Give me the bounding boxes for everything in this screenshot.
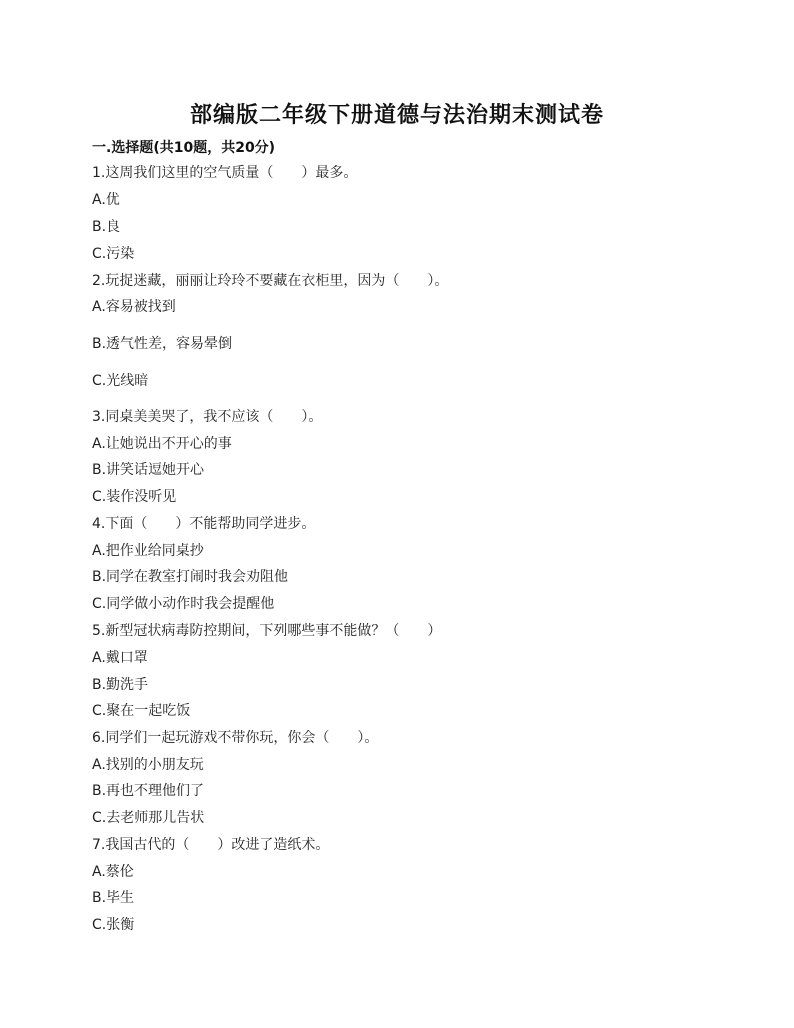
question-4-option-b: B.同学在教室打闹时我会劝阻他 [92,569,289,585]
question-3-option-b: B.讲笑话逗她开心 [92,462,205,478]
section-heading: 一.选择题(共10题，共20分) [92,140,276,156]
question-6-option-a: A.找别的小朋友玩 [92,757,204,773]
question-6-option-b: B.再也不理他们了 [92,783,205,799]
question-4-stem: 4.下面（ ）不能帮助同学进步。 [92,516,316,532]
question-5-stem: 5.新型冠状病毒防控期间，下列哪些事不能做？（ ） [92,623,442,639]
question-5-option-c: C.聚在一起吃饭 [92,703,191,719]
question-3-option-a: A.让她说出不开心的事 [92,436,232,452]
question-1-option-c: C.污染 [92,246,135,262]
question-2-option-c: C.光线暗 [92,373,149,389]
question-2-option-a: A.容易被找到 [92,299,176,315]
question-1-stem: 1.这周我们这里的空气质量（ ）最多。 [92,165,358,181]
question-7-option-b: B.毕生 [92,890,135,906]
question-7-option-c: C.张衡 [92,917,135,933]
question-4-option-a: A.把作业给同桌抄 [92,543,204,559]
question-1-option-a: A.优 [92,192,120,208]
question-3-stem: 3.同桌美美哭了，我不应该（ ）。 [92,409,323,425]
question-1-option-b: B.良 [92,219,121,235]
question-7-stem: 7.我国古代的（ ）改进了造纸术。 [92,837,330,853]
question-2-option-b: B.透气性差，容易晕倒 [92,336,233,352]
question-4-option-c: C.同学做小动作时我会提醒他 [92,596,275,612]
page-title: 部编版二年级下册道德与法治期末测试卷 [189,102,604,128]
question-5-option-b: B.勤洗手 [92,677,149,693]
question-2-stem: 2.玩捉迷藏，丽丽让玲玲不要藏在衣柜里，因为（ ）。 [92,273,449,289]
question-6-stem: 6.同学们一起玩游戏不带你玩，你会（ ）。 [92,730,379,746]
question-3-option-c: C.装作没听见 [92,489,177,505]
question-6-option-c: C.去老师那儿告状 [92,810,205,826]
question-7-option-a: A.蔡伦 [92,864,134,880]
question-5-option-a: A.戴口罩 [92,650,148,666]
